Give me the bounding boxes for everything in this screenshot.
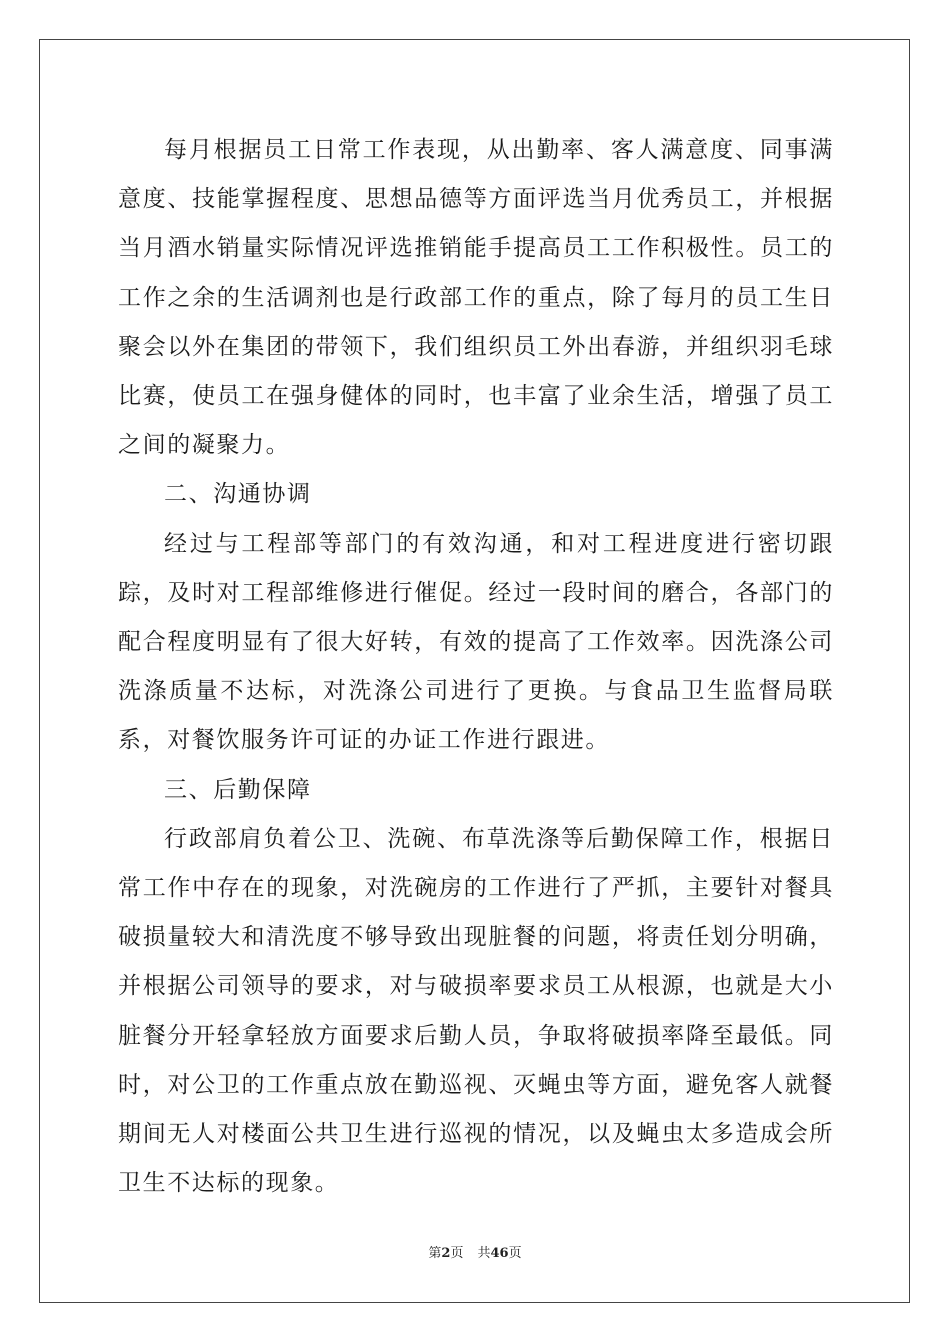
footer-page-number: 2 (441, 1246, 451, 1261)
paragraph-staff-evaluation: 每月根据员工日常工作表现，从出勤率、客人满意度、同事满意度、技能掌握程度、思想品德等方面评选当月优秀员工，并根据当月酒水销量实际情况评选推销能手提高员工工作积极性。员工的工作之余的生活调剂也是行政部工作的重点，除了每月的员工生日聚会以外在集团的带领下，我们组织员工外出春游，并组织羽毛球比赛，使员工在强身健体的同时，也丰富了业余生活，增强了员工之间的凝聚力。 (118, 137, 834, 459)
footer-page-prefix: 第 (428, 1246, 442, 1261)
paragraph-logistics: 行政部肩负着公卫、洗碗、布草洗涤等后勤保障工作，根据日常工作中存在的现象，对洗碗房的工作进行了严抓，主要针对餐具破损量较大和清洗度不够导致出现脏餐的问题，将责任划分明确，并根据公司领导的要求，对与破损率要求员工从根源，也就是大小脏餐分开轻拿轻放方面要求后勤人员，争取将破损率降至最低。同时，对公卫的工作重点放在勤巡视、灭蝇虫等方面，避免客人就餐期间无人对楼面公共卫生进行巡视的情况，以及蝇虫太多造成会所卫生不达标的现象。 (118, 825, 834, 1197)
footer-total-prefix: 共 (477, 1246, 491, 1261)
paragraph-communication: 经过与工程部等部门的有效沟通，和对工程进度进行密切跟踪，及时对工程部维修进行催促。经过一段时间的磨合，各部门的配合程度明显有了很大好转，有效的提高了工作效率。因洗涤公司洗涤质量不达标，对洗涤公司进行了更换。与食品卫生监督局联系，对餐饮服务许可证的办证工作进行跟进。 (118, 530, 834, 754)
footer-total-pages: 46 (490, 1246, 509, 1261)
footer-total-suffix: 页 (508, 1246, 522, 1261)
section-heading-communication: 二、沟通协调 (164, 481, 312, 508)
page-footer (0, 1244, 950, 1264)
section-heading-logistics: 三、后勤保障 (164, 776, 312, 803)
footer-page-suffix: 页 (450, 1246, 464, 1261)
document-body (118, 126, 834, 1208)
